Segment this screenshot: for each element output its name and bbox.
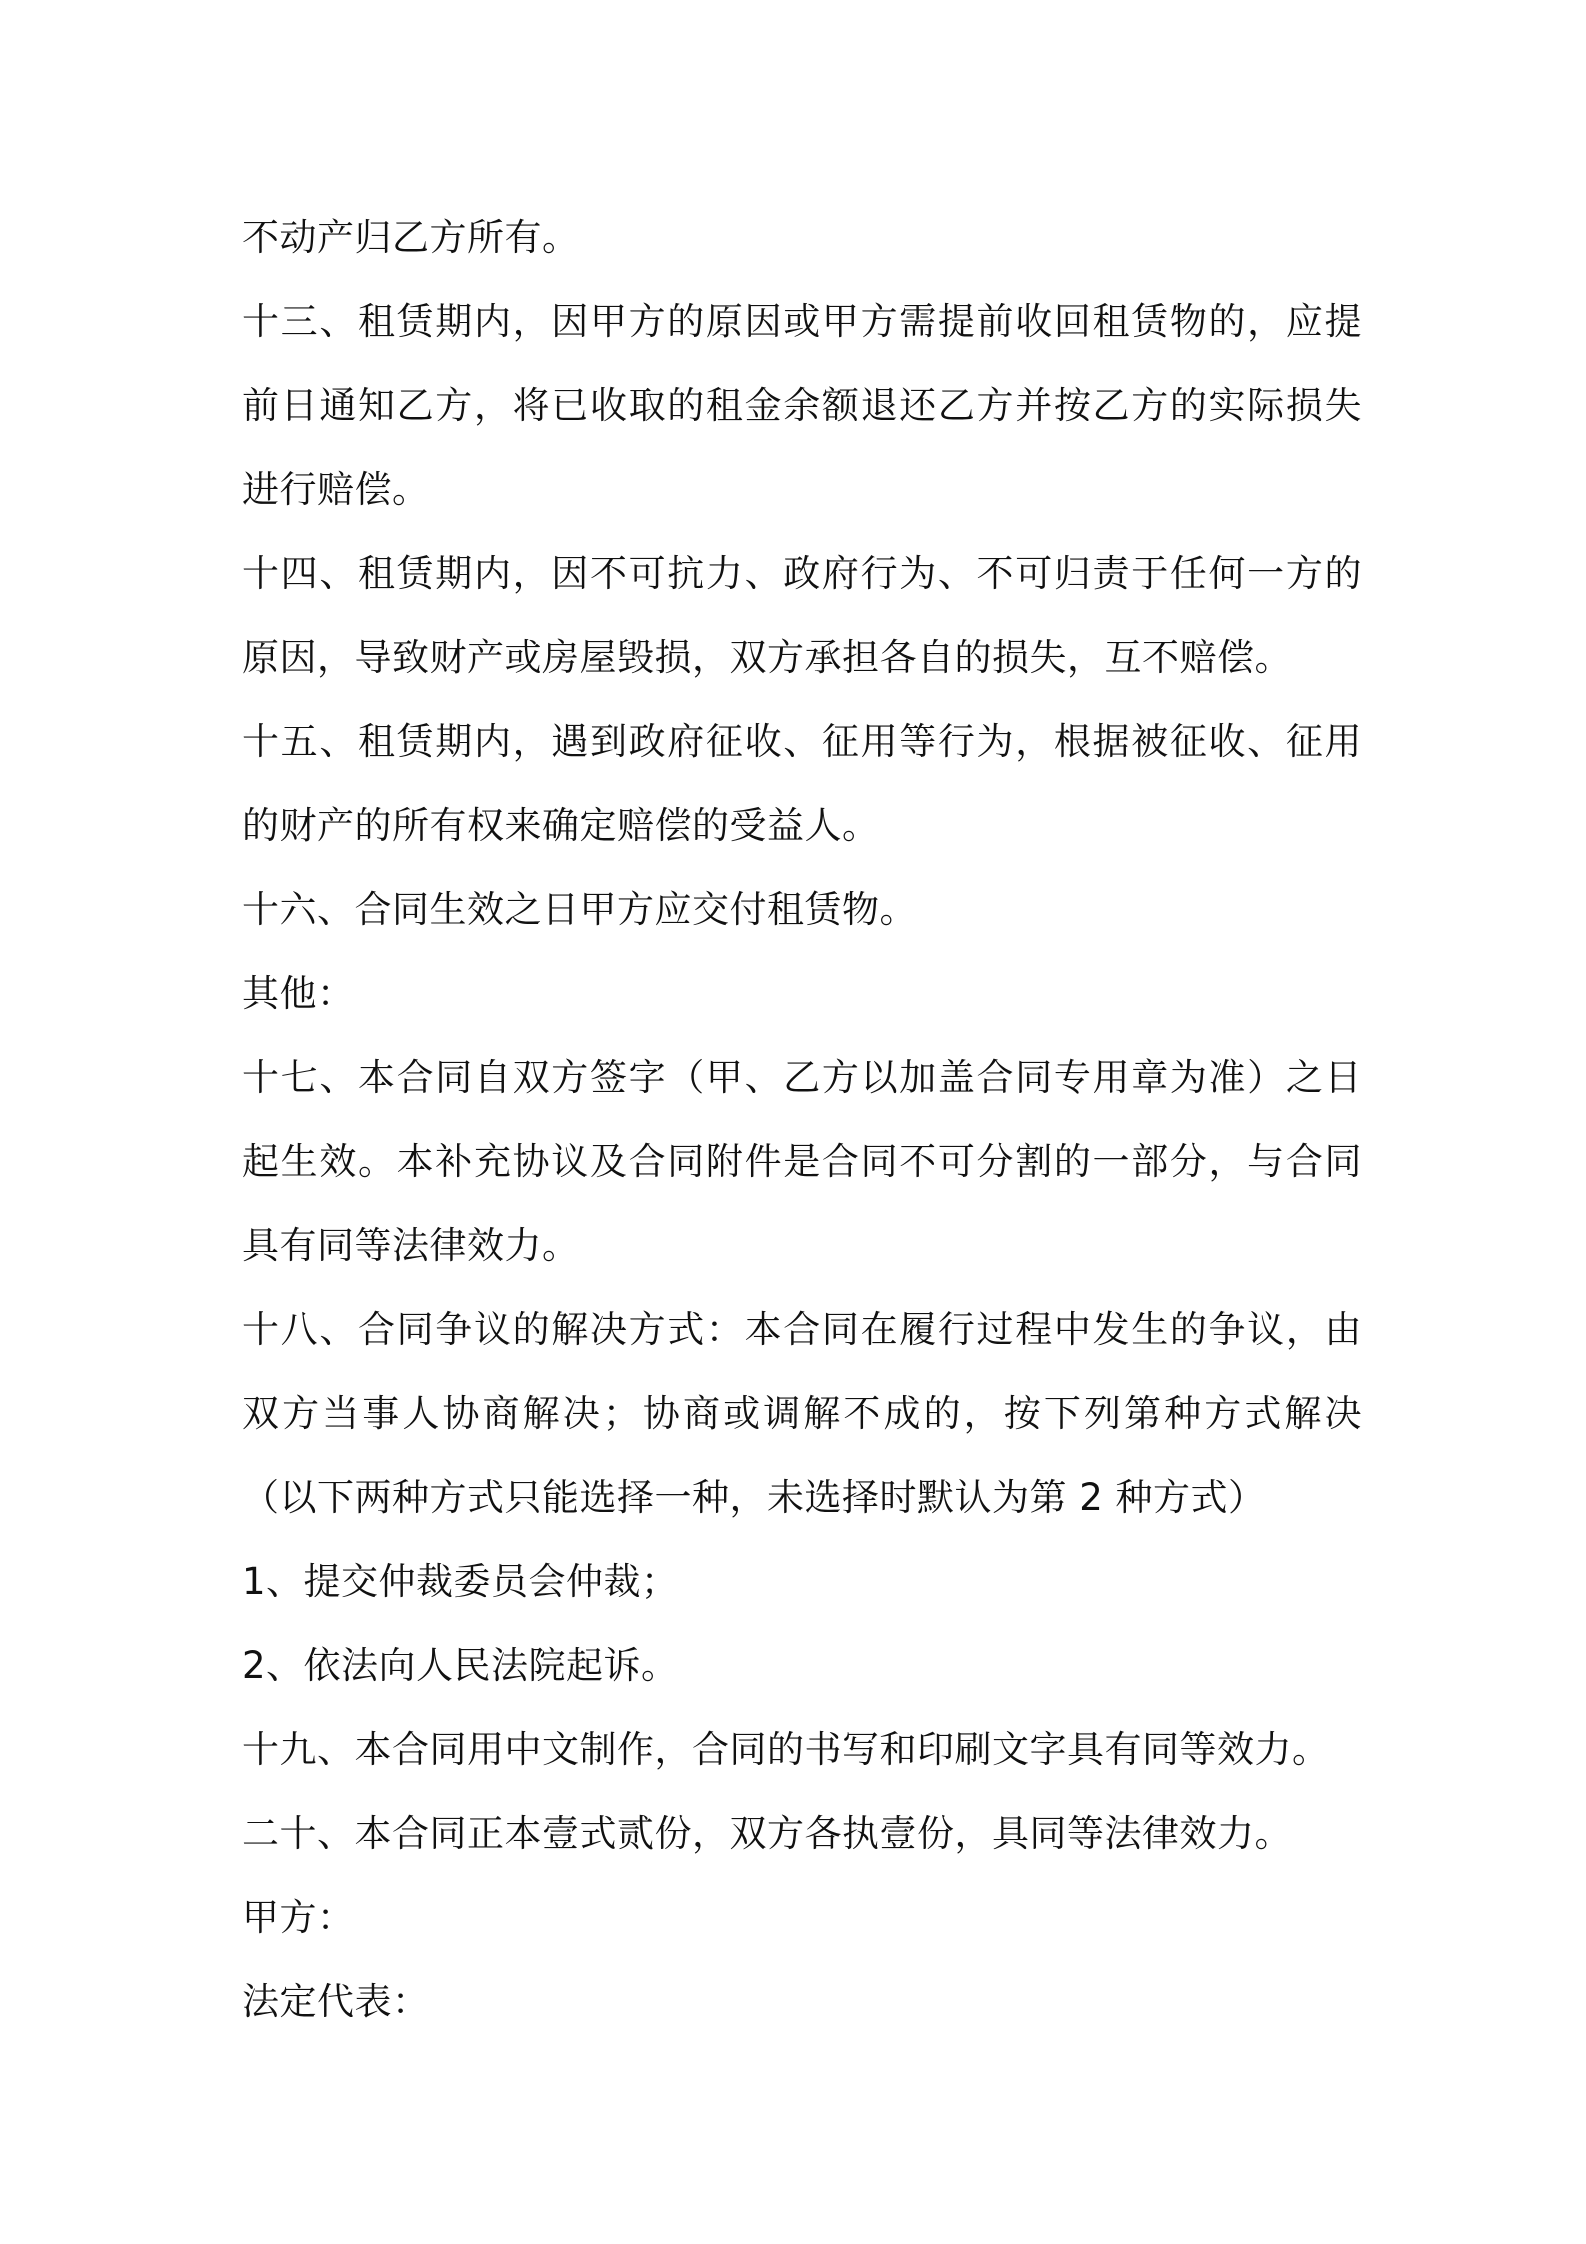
- clause-15: 十五、租赁期内，遇到政府征收、征用等行为，根据被征收、征用的财产的所有权来确定赔偿的受益人。: [242, 720, 1362, 847]
- dispute-option-2: 2、依法向人民法院起诉。: [242, 1644, 679, 1687]
- party-a-label: 甲方：: [242, 1896, 355, 1939]
- legal-representative-label: 法定代表：: [242, 1980, 430, 2023]
- contract-body: [242, 196, 1362, 2044]
- clause-13: 十三、租赁期内，因甲方的原因或甲方需提前收回租赁物的，应提前日通知乙方，将已收取的租金余额退还乙方并按乙方的实际损失进行赔偿。: [242, 300, 1362, 511]
- paragraph-ownership-end: 不动产归乙方所有。: [242, 216, 580, 259]
- clause-14: 十四、租赁期内，因不可抗力、政府行为、不可归责于任何一方的原因，导致财产或房屋毁损，双方承担各自的损失，互不赔偿。: [242, 552, 1362, 679]
- clause-16: 十六、合同生效之日甲方应交付租赁物。: [242, 888, 917, 931]
- clause-19: 十九、本合同用中文制作，合同的书写和印刷文字具有同等效力。: [242, 1728, 1330, 1771]
- clause-20: 二十、本合同正本壹式贰份，双方各执壹份，具同等法律效力。: [242, 1812, 1292, 1855]
- clause-18: 十八、合同争议的解决方式：本合同在履行过程中发生的争议，由双方当事人协商解决；协商或调解不成的，按下列第种方式解决（以下两种方式只能选择一种，未选择时默认为第 2 种方式）: [242, 1308, 1362, 1519]
- dispute-option-1: 1、提交仲裁委员会仲裁；: [242, 1560, 679, 1603]
- section-other-heading: 其他：: [242, 972, 355, 1015]
- clause-17: 十七、本合同自双方签字（甲、乙方以加盖合同专用章为准）之日起生效。本补充协议及合同附件是合同不可分割的一部分，与合同具有同等法律效力。: [242, 1056, 1362, 1267]
